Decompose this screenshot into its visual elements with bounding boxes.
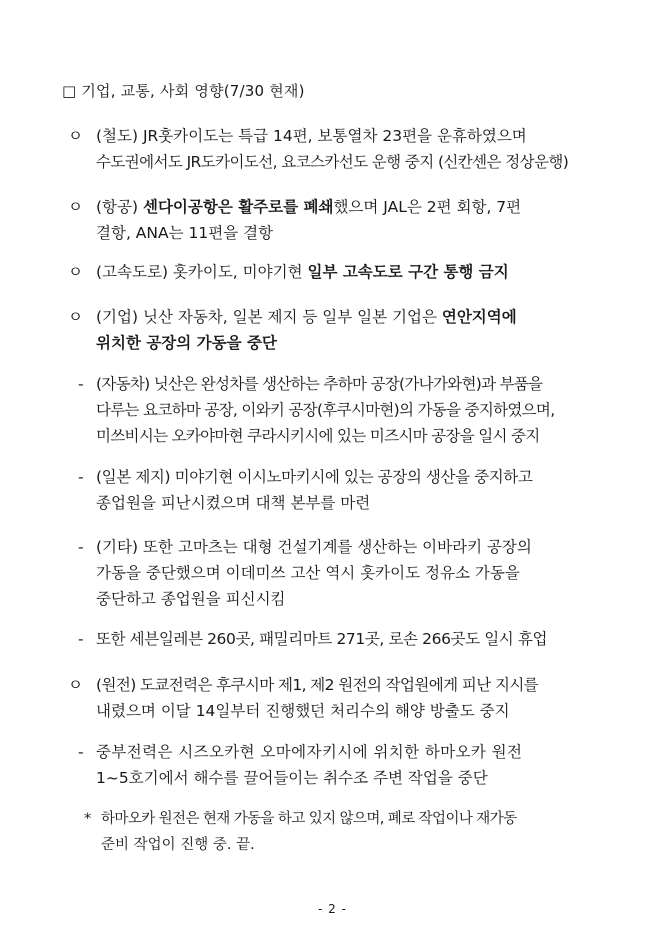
dash-item-text	[96, 464, 620, 516]
bullet-text	[96, 123, 620, 175]
circle-bullet-icon: ㅇ	[68, 308, 83, 326]
circle-bullet-icon: ㅇ	[68, 198, 83, 216]
text-line: 가동을 중단했으며 이데미쓰 고산 역시 홋카이도 정유소 가동을	[96, 564, 520, 582]
text-line: (자동차) 닛산은 완성차를 생산하는 추하마 공장(가나가와현)과 부품을	[96, 375, 543, 393]
page-number: - 2 -	[318, 902, 347, 916]
text-line: 또한 세븐일레븐 260곳, 패밀리마트 271곳, 로손 266곳도 일시 휴업	[96, 630, 548, 648]
text-line: 수도권에서도 JR도카이도선, 요코스카선도 운행 중지 (신칸센은 정상운행)	[96, 153, 569, 171]
text-line: 미쓰비시는 오카야마현 쿠라시키시에 있는 미즈시마 공장을 일시 중지	[96, 427, 540, 445]
bold-text-run: 연안지역에	[441, 308, 517, 326]
dash-item-text	[96, 626, 620, 652]
text-line: 1~5호기에서 해수를 끌어들이는 취수조 주변 작업을 중단	[96, 769, 488, 787]
text-line: (일본 제지) 미야기현 이시노마키시에 있는 공장의 생산을 중지하고	[96, 468, 533, 486]
dash-item-chubu	[78, 739, 620, 791]
footnote-text	[101, 806, 620, 858]
text-line: 다루는 요코하마 공장, 이와키 공장(후쿠시마현)의 가동을 중지하였으며,	[96, 401, 555, 419]
dash-bullet-icon: -	[78, 743, 84, 761]
dash-bullet-icon: -	[78, 630, 84, 648]
section-heading-text: 기업, 교통, 사회 영향(7/30 현재)	[81, 82, 305, 100]
bullet-text	[96, 672, 620, 724]
text-line: 하마오카 원전은 현재 가동을 하고 있지 않으며, 폐로 작업이나 재가동	[101, 811, 517, 827]
dash-bullet-icon: -	[78, 538, 84, 556]
bullet-highway	[68, 259, 620, 285]
bullet-nuclear	[68, 672, 620, 724]
text-line: 중부전력은 시즈오카현 오마에자키시에 위치한 하마오카 원전	[96, 743, 523, 761]
dash-item-text	[96, 739, 620, 791]
bullet-business	[68, 304, 620, 356]
dash-item-text	[96, 534, 620, 612]
text-run: (항공)	[96, 198, 143, 216]
bold-text-run: 일부 고속도로 구간 통행 금지	[307, 263, 509, 281]
bullet-text	[96, 259, 620, 285]
text-run: (고속도로) 홋카이도, 미야기현	[96, 263, 308, 281]
text-run: 했으며 JAL은 2편 회항, 7편	[333, 198, 522, 216]
section-heading	[62, 80, 305, 101]
circle-bullet-icon: ㅇ	[68, 127, 83, 145]
asterisk-icon: *	[84, 811, 92, 827]
bullet-text	[96, 194, 620, 246]
dash-bullet-icon: -	[78, 468, 84, 486]
bullet-text	[96, 304, 620, 356]
text-line: 내렸으며 이달 14일부터 진행했던 처리수의 해양 방출도 중지	[96, 702, 510, 720]
text-line: (기타) 또한 고마츠는 대형 건설기계를 생산하는 이바라키 공장의	[96, 538, 532, 556]
text-line: 종업원을 피난시켰으며 대책 본부를 마련	[96, 494, 371, 512]
bullet-rail	[68, 123, 620, 175]
text-line: (철도) JR훗카이도는 특급 14편, 보통열차 23편을 운휴하였으며	[96, 127, 527, 145]
checkbox-square-icon: □	[62, 82, 77, 100]
dash-item-paper	[78, 464, 620, 516]
text-line: 준비 작업이 진행 중. 끝.	[101, 837, 255, 853]
text-run: (기업) 닛산 자동차, 일본 제지 등 일부 일본 기업은	[96, 308, 442, 326]
circle-bullet-icon: ㅇ	[68, 676, 83, 694]
text-line: 결항, ANA는 11편을 결항	[96, 224, 274, 242]
text-line: (원전) 도쿄전력은 후쿠시마 제1, 제2 원전의 작업원에게 피난 지시를	[96, 676, 539, 694]
bullet-air	[68, 194, 620, 246]
text-line: 중단하고 종업원을 피신시킴	[96, 590, 286, 608]
circle-bullet-icon: ㅇ	[68, 263, 83, 281]
dash-item-other	[78, 534, 620, 612]
dash-bullet-icon: -	[78, 375, 84, 393]
dash-item-stores	[78, 626, 620, 652]
bold-text-run: 센다이공항은 활주로를 폐쇄	[142, 198, 334, 216]
bold-text-run: 위치한 공장의 가동을 중단	[96, 334, 277, 352]
dash-item-auto	[78, 371, 620, 449]
footnote	[84, 806, 620, 858]
dash-item-text	[96, 371, 620, 449]
